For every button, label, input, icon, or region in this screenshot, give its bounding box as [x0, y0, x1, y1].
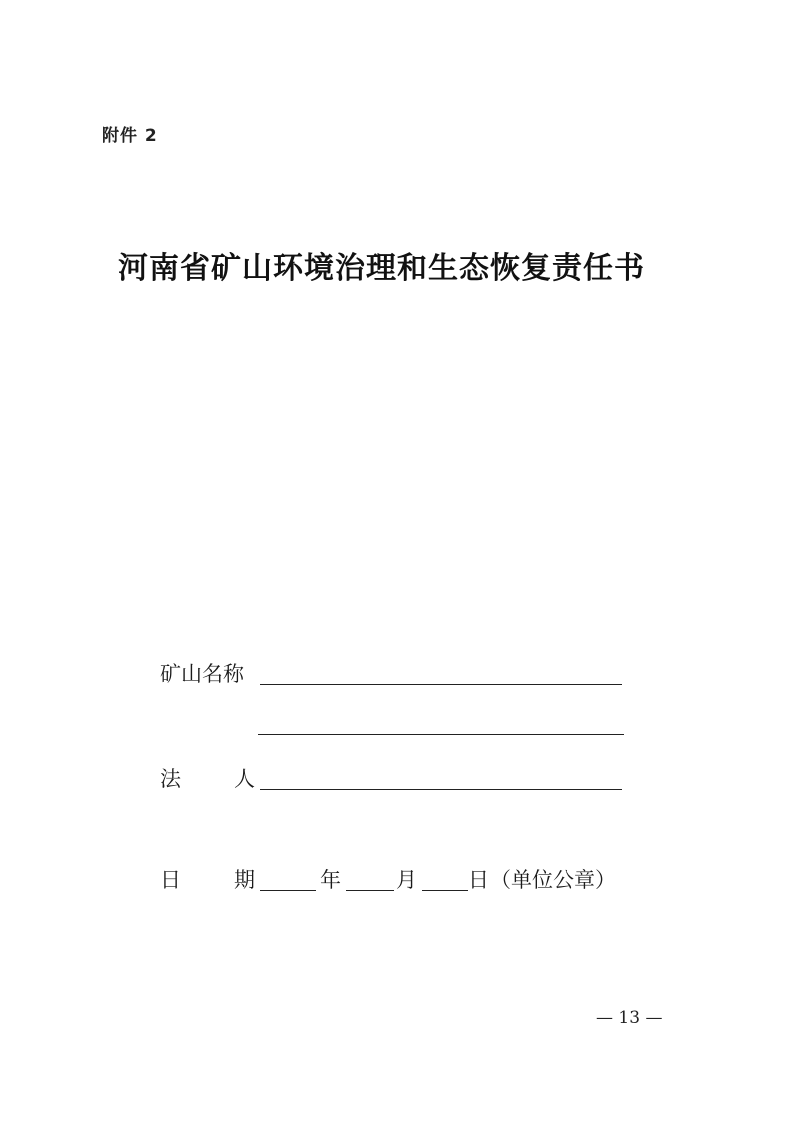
mine-name-line-2[interactable]: [258, 734, 624, 735]
month-label: 月: [396, 868, 417, 892]
legal-rep-label-char2: 人: [234, 767, 255, 791]
date-label-char1: 日: [160, 868, 181, 892]
day-line[interactable]: [422, 890, 468, 891]
mine-name-line[interactable]: [260, 684, 622, 685]
mine-name-label: 矿山名称: [160, 662, 244, 686]
seal-note: （单位公章）: [490, 868, 616, 892]
month-line[interactable]: [346, 890, 394, 891]
legal-rep-line[interactable]: [260, 789, 622, 790]
date-label-char2: 期: [234, 868, 255, 892]
legal-rep-label-char1: 法: [160, 767, 181, 791]
year-label: 年: [320, 868, 341, 892]
document-title: 河南省矿山环境治理和生态恢复责任书: [118, 251, 645, 286]
day-label: 日: [468, 868, 489, 892]
year-line[interactable]: [260, 890, 316, 891]
page-number: — 13 —: [596, 1008, 663, 1028]
attachment-label: 附件 2: [102, 126, 158, 146]
